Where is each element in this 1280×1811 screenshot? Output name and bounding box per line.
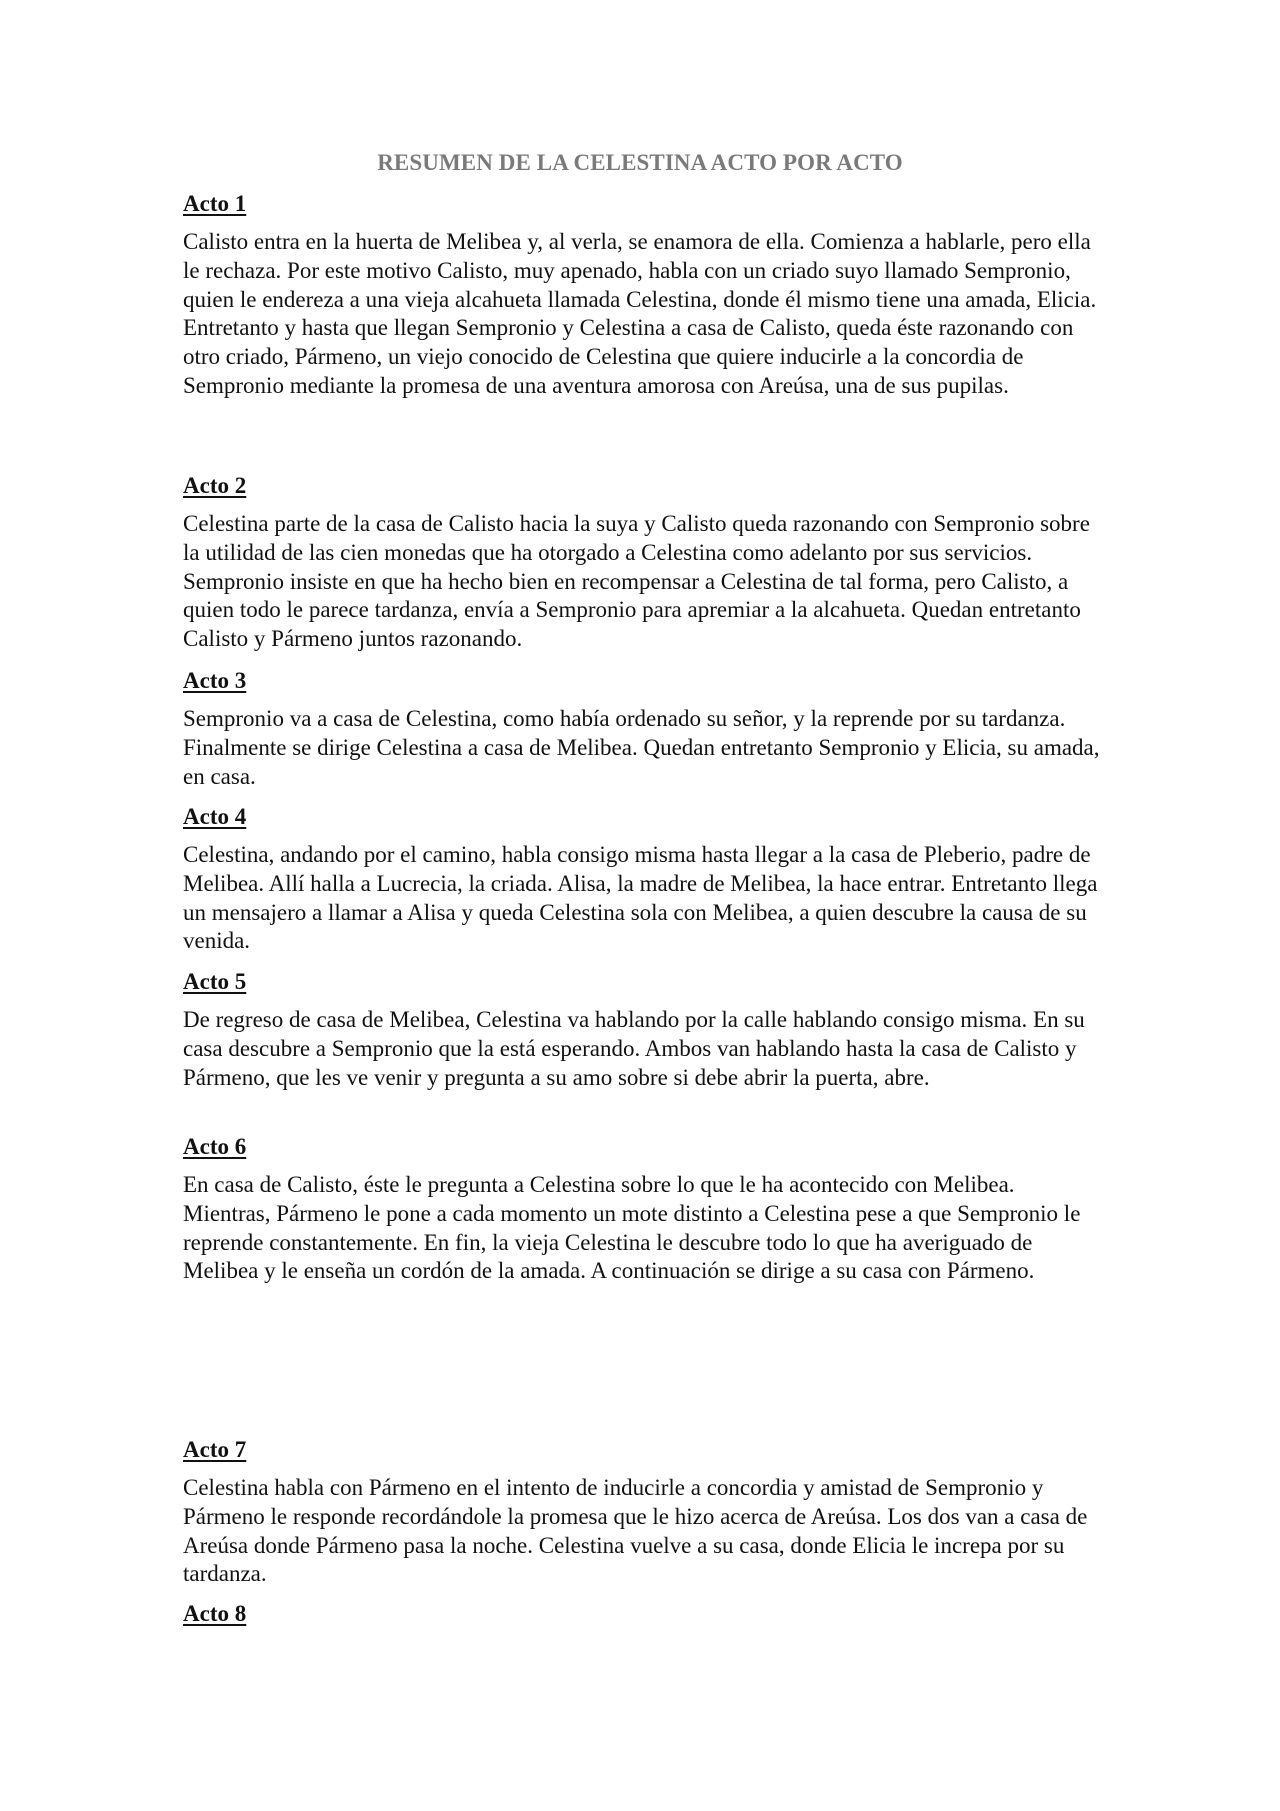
act-text-4: Celestina, andando por el camino, habla consigo misma hasta llegar a la casa de Pleberio, padre de Melibea. Allí halla a Lucrecia, la criada. Alisa, la madre de Melibea, la hace entrar. Entretanto llega un mensajero a llamar a Alisa y queda Celestina sola con Melibea, a quien descubre la causa de su venida. [183,842,1098,954]
document-title: RESUMEN DE LA CELESTINA ACTO POR ACTO [377,150,903,175]
act-text-1: Calisto entra en la huerta de Melibea y, al verla, se enamora de ella. Comienza a hablarle, pero ella le rechaza. Por este motivo Calisto, muy apenado, habla con un criado suyo llamado Sempronio, quien le endereza a una vieja alcahueta llamada Celestina, donde él mismo tiene una amada, Elicia. Entretanto y hasta que llegan Sempronio y Celestina a casa de Calisto, queda éste razonando con otro criado, Pármeno, un viejo conocido de Celestina que quiere inducirle a la concordia de Sempronio mediante la promesa de una aventura amorosa con Areúsa, una de sus pupilas. [183,229,1097,398]
act-heading-1: Acto 1 [183,191,247,216]
act-heading-6: Acto 6 [183,1134,247,1159]
act-heading-5: Acto 5 [183,969,247,994]
act-section-8 [183,1600,1103,1638]
act-section-5 [183,968,1103,1092]
act-section-7 [183,1436,1103,1589]
act-text-7: Celestina habla con Pármeno en el intento de inducirle a concordia y amistad de Sempronio y Pármeno le responde recordándole la promesa que le hizo acerca de Areúsa. Los dos van a casa de Areúsa donde Pármeno pasa la noche. Celestina vuelve a su casa, donde Elicia le increpa por su tardanza. [183,1475,1088,1587]
act-heading-4: Acto 4 [183,804,247,829]
act-heading-3: Acto 3 [183,668,247,693]
act-section-1 [183,190,1103,401]
act-section-3 [183,667,1103,791]
act-text-3: Sempronio va a casa de Celestina, como había ordenado su señor, y la reprende por su tardanza. Finalmente se dirige Celestina a casa de Melibea. Quedan entretanto Sempronio y Elicia, su amada, en casa. [183,706,1100,789]
act-section-4 [183,803,1103,956]
act-text-5: De regreso de casa de Melibea, Celestina va hablando por la calle hablando consigo misma. En su casa descubre a Sempronio que la está esperando. Ambos van hablando hasta la casa de Calisto y Pármeno, que les ve venir y pregunta a su amo sobre si debe abrir la puerta, abre. [183,1007,1085,1090]
act-heading-8: Acto 8 [183,1601,247,1626]
act-section-6 [183,1133,1103,1286]
act-heading-2: Acto 2 [183,473,247,498]
act-text-2: Celestina parte de la casa de Calisto hacia la suya y Calisto queda razonando con Sempronio sobre la utilidad de las cien monedas que ha otorgado a Celestina como adelanto por sus servicios. Sempronio insiste en que ha hecho bien en recompensar a Celestina de tal forma, pero Calisto, a quien todo le parece tardanza, envía a Sempronio para apremiar a la alcahueta. Quedan entretanto Calisto y Pármeno juntos razonando. [183,511,1090,652]
act-heading-7: Acto 7 [183,1437,247,1462]
act-section-2 [183,472,1103,654]
act-text-6: En casa de Calisto, éste le pregunta a Celestina sobre lo que le ha acontecido con Melibea. Mientras, Pármeno le pone a cada momento un mote distinto a Celestina pese a que Sempronio le reprende constantemente. En fin, la vieja Celestina le descubre todo lo que ha averiguado de Melibea y le enseña un cordón de la amada. A continuación se dirige a su casa con Pármeno. [183,1172,1081,1284]
